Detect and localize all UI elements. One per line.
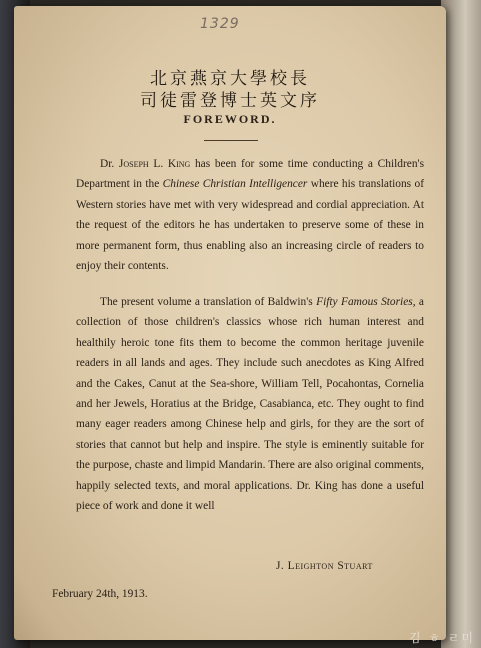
paragraph-1-text-c: where his translations of Western stories have met with very widespread and cordial appreciation. At the request of the editors he has undertaken to preserve some of these in more permanent form, thus enabling also an increasing circle of readers to enjoy their contents. <box>76 178 424 273</box>
periodical-title: Chinese Christian Intelligencer <box>162 178 308 191</box>
signature: J. Leighton Stuart <box>276 560 373 572</box>
paragraph-1-text-b: has been for some time conducting a Children's Department in the <box>76 158 425 191</box>
date-line: February 24th, 1913. <box>52 588 148 600</box>
adjacent-page <box>441 0 481 648</box>
corner-watermark-text: 김 ㅎ ㄹ미 <box>409 631 475 645</box>
author-name: Joseph L. King <box>118 158 191 170</box>
title-divider <box>204 140 258 141</box>
foreword-title: FOREWORD. <box>183 112 277 126</box>
chinese-heading-line-1: 北京燕京大學校長 <box>150 69 310 89</box>
paragraph-2-text-a: The present volume a translation of Baldwin's <box>100 296 317 308</box>
paragraph-1-text-a: Dr. <box>100 158 119 170</box>
handwritten-page-number: 1329 <box>200 16 240 32</box>
book-title: Fifty Famous Stories, <box>316 296 416 308</box>
paragraph-1 <box>76 154 424 276</box>
chinese-heading-line-2: 司徒雷登博士英文序 <box>140 91 320 111</box>
paragraph-2 <box>76 292 424 516</box>
paragraph-2-text-b: a collection of those children's classics whose rich human interest and healthily heroic tone fits them to become the common heritage juvenile readers in all lands and ages. They include such anecdotes as King Alfred and the Cakes, Canut at the Sea-shore, William Tell, Pocahontas, Cornelia and her Jewels, Horatius at the Bridge, Casabianca, etc. They ought to find many eager readers among Chinese help and girls, for they are the sort of stories that cannot but help and inspire. The style is eminently suitable for the purpose, chaste and limpid Mandarin. There are also original comments, happily selected texts, and moral applications. Dr. King has done a useful piece of work and done it well <box>76 296 424 513</box>
book-page <box>14 6 446 640</box>
